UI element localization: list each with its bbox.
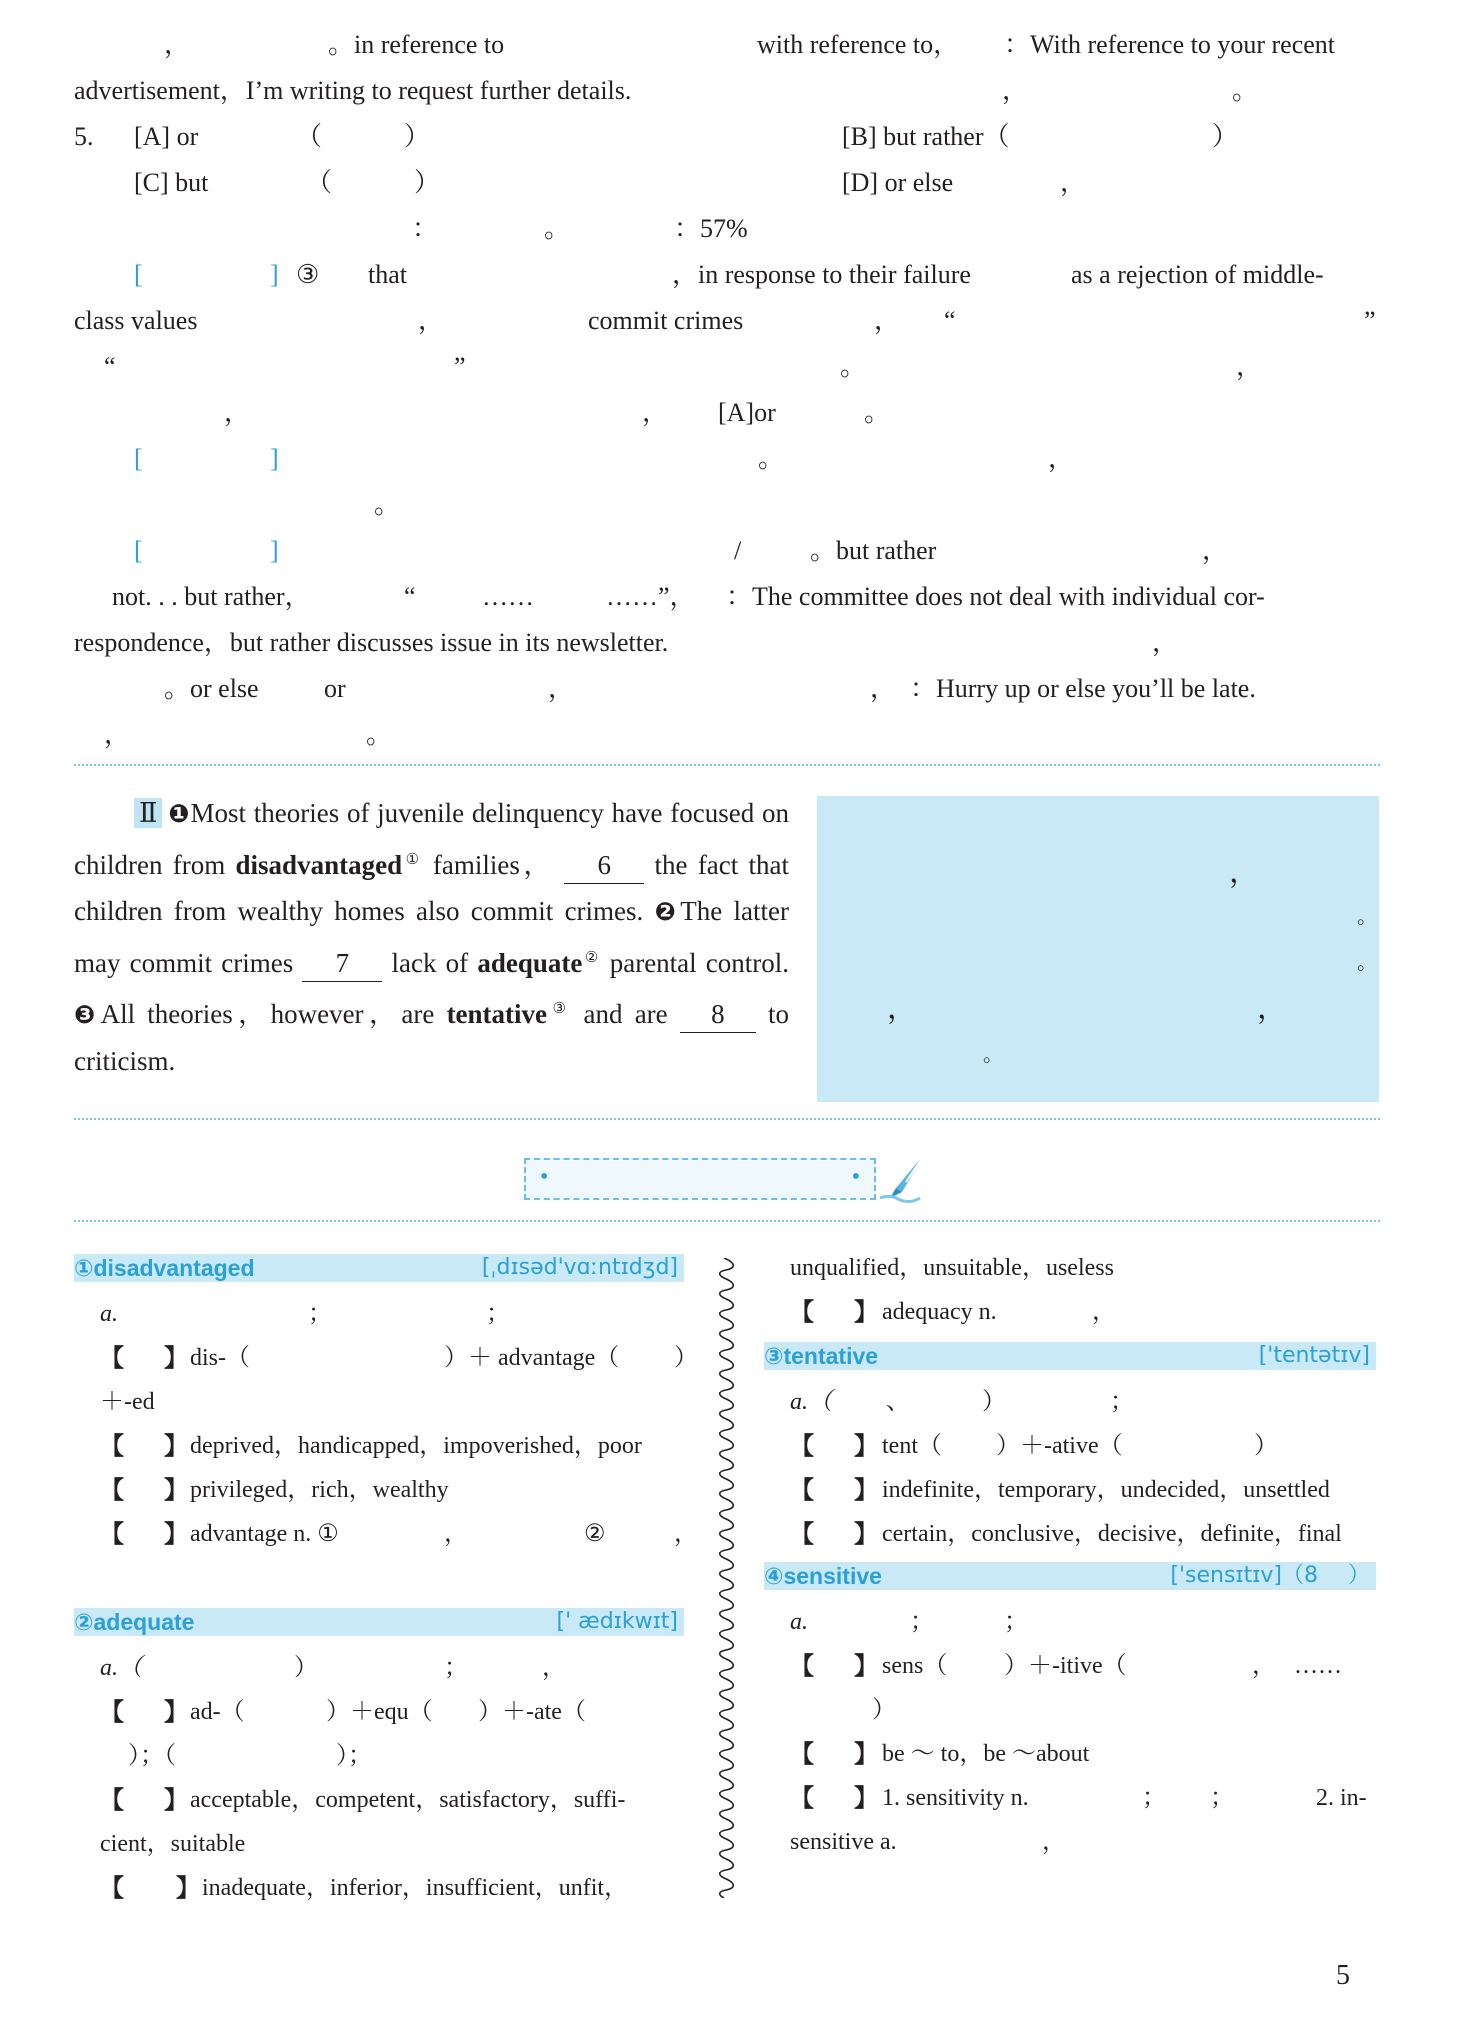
text-fragment: not. . . but rather， xyxy=(112,582,311,611)
answer-blank[interactable]: 7 xyxy=(302,945,382,982)
sentence-number: ❷ xyxy=(654,897,681,926)
vocab-word: disadvantaged xyxy=(235,850,403,880)
text-fragment: ， xyxy=(1202,536,1229,565)
text-fragment: ， xyxy=(870,674,897,703)
punctuation: ） xyxy=(1347,1563,1370,1588)
punctuation: ； xyxy=(1142,1785,1166,1811)
word-formation: ）＋-ate（ xyxy=(478,1699,586,1725)
sentence-number: ❸ xyxy=(74,1000,101,1029)
bracket-open: 【 xyxy=(100,1344,124,1372)
text-fragment: ……”， xyxy=(606,582,696,611)
text-fragment: [A]or xyxy=(718,398,776,427)
word-formation: ）；（ xyxy=(128,1743,176,1769)
punctuation: ， xyxy=(444,1521,468,1547)
text-fragment: as a rejection of middle- xyxy=(1071,260,1324,289)
vocab-headword: ②adequate xyxy=(74,1609,195,1635)
text-fragment: ：With reference to your recent xyxy=(1004,30,1336,59)
derivative: advantage n. ① xyxy=(190,1521,339,1547)
bracket-close: ] xyxy=(270,444,279,473)
phonetic: [ˌdɪsəd'vɑːntɪdʒd] xyxy=(481,1255,678,1280)
option-label: [D] or else xyxy=(842,168,954,197)
part-of-speech: a.（ xyxy=(790,1389,832,1415)
bracket-open: 【 xyxy=(100,1520,124,1548)
bracket-close: ] xyxy=(270,260,279,289)
bracket-close: 】 xyxy=(164,1344,188,1372)
sentence-text: All theories，however，are xyxy=(100,999,435,1029)
word-formation: ）； xyxy=(336,1743,372,1769)
text-fragment: 。 xyxy=(374,490,401,519)
punctuation: ， xyxy=(887,992,917,1025)
text-fragment: ， xyxy=(548,674,575,703)
passage-paragraph xyxy=(74,790,789,1084)
sentence-text: parental control. xyxy=(609,948,790,978)
word-formation: tent（ xyxy=(882,1433,942,1459)
bracket-close: 】 xyxy=(854,1298,878,1326)
sentence-text: The latter may commit crimes xyxy=(74,896,790,978)
pen-icon xyxy=(876,1148,934,1204)
punctuation: ， xyxy=(1257,992,1287,1025)
punctuation: ， xyxy=(1092,1299,1116,1325)
vocab-headword: ③tentative xyxy=(764,1343,879,1369)
word-formation: ＋-ed xyxy=(100,1389,155,1415)
punctuation: ； xyxy=(486,1301,510,1327)
text-fragment: / xyxy=(734,536,742,565)
phonetic-text: ['sensɪtɪv]（8 xyxy=(1170,1563,1318,1588)
vocab-header-disadvantaged xyxy=(74,1254,684,1282)
punctuation: ； xyxy=(1004,1609,1028,1635)
punctuation: ， xyxy=(674,1521,698,1547)
bracket-close: 】 xyxy=(854,1432,878,1460)
text-fragment: ：The committee does not deal with individual cor- xyxy=(726,582,1265,611)
bracket-open: 【 xyxy=(100,1432,124,1460)
text-fragment: “ xyxy=(944,306,956,335)
text-fragment: ， xyxy=(1002,76,1029,105)
vocab-headword: ④sensitive xyxy=(764,1563,882,1589)
divider xyxy=(74,764,1380,766)
text-fragment: 。 xyxy=(544,214,571,243)
text-fragment: ” xyxy=(454,352,466,381)
bracket-close: 】 xyxy=(164,1520,188,1548)
word-formation: ）＋ advantage（ xyxy=(444,1345,620,1371)
option-label: [A] or xyxy=(134,122,199,151)
text-fragment: ） xyxy=(404,122,431,151)
text-fragment: ） xyxy=(1212,122,1239,151)
punctuation: ， xyxy=(542,1655,566,1681)
antonyms: unqualified，unsuitable，useless xyxy=(790,1255,1114,1281)
punctuation: ； xyxy=(910,1609,934,1635)
text-fragment: 。 xyxy=(1232,76,1259,105)
text-fragment: ， xyxy=(164,30,191,59)
phonetic xyxy=(1170,1562,1370,1590)
word-formation: sens（ xyxy=(882,1653,948,1679)
bracket-close: 】 xyxy=(176,1874,200,1902)
bracket-close: ] xyxy=(270,536,279,565)
bracket-open: 【 xyxy=(100,1476,124,1504)
text-fragment: ， xyxy=(1060,168,1087,197)
bracket-close: 】 xyxy=(854,1740,878,1768)
vocab-header-adequate xyxy=(74,1608,684,1636)
divider xyxy=(74,1118,1380,1120)
text-fragment: ） xyxy=(414,168,441,197)
vocab-entry-adequate-cont xyxy=(768,1246,1384,1334)
page-number: 5 xyxy=(1336,1960,1350,1991)
bracket-close: 】 xyxy=(854,1652,878,1680)
banner-dot: • xyxy=(540,1164,549,1190)
vocab-headword: ①disadvantaged xyxy=(74,1255,255,1281)
text-fragment: ：57% xyxy=(674,214,748,243)
vocab-word: tentative xyxy=(446,999,548,1029)
punctuation: ） xyxy=(982,1389,1006,1415)
vocab-entry-disadvantaged xyxy=(74,1292,698,1556)
text-fragment: ， xyxy=(418,306,445,335)
punctuation: ， xyxy=(1229,856,1259,889)
bracket-open: 【 xyxy=(790,1298,814,1326)
bracket-open: 【 xyxy=(790,1740,814,1768)
bracket-close: 】 xyxy=(854,1520,878,1548)
synonyms: deprived，handicapped，impoverished，poor xyxy=(190,1433,642,1459)
synonyms: indefinite，temporary，undecided，unsettled xyxy=(882,1477,1330,1503)
bracket-close: 】 xyxy=(164,1698,188,1726)
collocation: be ～ to，be ～about xyxy=(882,1741,1090,1767)
word-formation: dis-（ xyxy=(190,1345,250,1371)
bracket-close: 】 xyxy=(164,1432,188,1460)
bracket-open: [ xyxy=(134,444,143,473)
word-formation: ） xyxy=(674,1345,698,1371)
antonyms: inadequate，inferior，insufficient，unfit， xyxy=(202,1875,629,1901)
sentence-text: lack of xyxy=(391,948,469,978)
bracket-open: 【 xyxy=(790,1432,814,1460)
footnote-marker: ③ xyxy=(547,1001,572,1017)
phonetic: ['tentətɪv] xyxy=(1258,1343,1370,1368)
text-fragment: respondence，but rather discusses issue in its newsletter. xyxy=(74,628,669,657)
punctuation: …… xyxy=(1294,1653,1342,1679)
answer-blank[interactable]: 8 xyxy=(680,996,756,1033)
text-fragment: or xyxy=(324,674,346,703)
text-fragment: “ xyxy=(404,582,416,611)
sentence-text: and are xyxy=(583,999,668,1029)
punctuation: 、 xyxy=(886,1389,910,1415)
derivative: sensitive a. xyxy=(790,1829,897,1855)
synonyms: acceptable，competent，satisfactory，suffi- xyxy=(190,1787,626,1813)
text-fragment: ③ xyxy=(296,260,320,289)
text-fragment: “ xyxy=(104,352,116,381)
divider xyxy=(74,1220,1380,1222)
antonyms: certain，conclusive，decisive，definite，final xyxy=(882,1521,1342,1547)
section-banner xyxy=(524,1158,876,1200)
punctuation: 。 xyxy=(1357,906,1377,928)
punctuation: ， xyxy=(1252,1653,1276,1679)
banner-dot: • xyxy=(851,1164,860,1190)
sentence-text: the fact that children from wealthy homes also commit crimes. xyxy=(74,850,790,926)
column-separator xyxy=(718,1258,740,1898)
text-fragment: ， xyxy=(642,398,669,427)
text-fragment: 。or else xyxy=(164,674,259,703)
punctuation: ② xyxy=(584,1521,606,1547)
word-formation: ） xyxy=(872,1697,896,1723)
footnote-marker: ② xyxy=(582,950,601,966)
text-fragment: ： xyxy=(412,214,439,243)
text-fragment: …… xyxy=(482,582,534,611)
text-fragment: （ xyxy=(296,122,323,151)
text-fragment: ， xyxy=(104,720,131,749)
bracket-open: [ xyxy=(134,260,143,289)
part-of-speech: a. xyxy=(100,1301,118,1327)
synonyms: cient，suitable xyxy=(100,1831,246,1857)
text-fragment: 。 xyxy=(864,398,891,427)
punctuation: ； xyxy=(1110,1389,1134,1415)
phonetic: [' ædɪkwɪt] xyxy=(556,1609,678,1634)
text-fragment: ：Hurry up or else you’ll be late. xyxy=(910,674,1256,703)
part-of-speech: a.（ xyxy=(100,1655,142,1681)
derivative: 1. sensitivity n. xyxy=(882,1785,1029,1811)
word-formation: ）＋-ative（ xyxy=(996,1433,1123,1459)
word-formation: ）＋-itive（ xyxy=(1004,1653,1127,1679)
sentence-text: to criticism. xyxy=(74,999,790,1076)
vocab-entry-tentative xyxy=(768,1380,1384,1556)
bracket-open: 【 xyxy=(790,1784,814,1812)
text-fragment: advertisement，I’m writing to request further details. xyxy=(74,76,632,105)
text-fragment: 。 xyxy=(840,352,867,381)
punctuation: ） xyxy=(294,1655,318,1681)
word-formation: ad-（ xyxy=(190,1699,245,1725)
bracket-open: 【 xyxy=(100,1786,124,1814)
text-fragment: ， xyxy=(1152,628,1179,657)
bracket-open: 【 xyxy=(790,1476,814,1504)
word-formation: ） xyxy=(1254,1433,1278,1459)
bracket-close: 】 xyxy=(164,1786,188,1814)
text-fragment: class values xyxy=(74,306,198,335)
text-fragment: ， xyxy=(1048,444,1075,473)
option-label: [B] but rather（ xyxy=(842,122,1010,151)
text-fragment: ， xyxy=(224,398,251,427)
bracket-close: 】 xyxy=(854,1476,878,1504)
question-number: 5. xyxy=(74,122,94,151)
bracket-close: 】 xyxy=(854,1784,878,1812)
punctuation: ； xyxy=(308,1301,332,1327)
bracket-close: 】 xyxy=(164,1476,188,1504)
text-fragment: commit crimes xyxy=(588,306,744,335)
punctuation: 。 xyxy=(983,1044,1003,1066)
derivative: 2. in- xyxy=(1316,1785,1367,1811)
part-of-speech: a. xyxy=(790,1609,808,1635)
vocab-entry-adequate xyxy=(74,1646,690,1910)
text-fragment: 。 xyxy=(366,720,393,749)
sentence-text: families， xyxy=(432,850,554,880)
text-fragment: ， xyxy=(1236,352,1263,381)
answer-blank[interactable]: 6 xyxy=(564,847,644,884)
text-fragment: ，in response to their failure xyxy=(672,260,971,289)
bracket-open: 【 xyxy=(790,1520,814,1548)
text-fragment: with reference to， xyxy=(757,30,960,59)
text-fragment: 。 xyxy=(758,444,785,473)
sentence-number: ❶ xyxy=(168,799,191,828)
bracket-open: [ xyxy=(134,536,143,565)
translation-box xyxy=(817,796,1379,1102)
footnote-marker: ① xyxy=(402,852,423,868)
vocab-entry-sensitive xyxy=(768,1600,1384,1864)
text-fragment: ， xyxy=(874,306,901,335)
bracket-open: 【 xyxy=(790,1652,814,1680)
section-roman-numeral: Ⅱ xyxy=(134,798,162,828)
vocab-header-tentative xyxy=(764,1342,1376,1370)
text-fragment: ” xyxy=(1364,306,1376,335)
vocab-header-sensitive xyxy=(764,1562,1376,1590)
punctuation: ， xyxy=(1042,1829,1066,1855)
antonyms: privileged，rich，wealthy xyxy=(190,1477,449,1503)
text-fragment: （ xyxy=(306,168,333,197)
text-fragment: 。in reference to xyxy=(328,30,505,59)
punctuation: ； xyxy=(444,1655,468,1681)
bracket-open: 【 xyxy=(100,1874,124,1902)
sentence-text: Most theories of juvenile delinquency have focused on children from xyxy=(74,798,789,880)
derivative: adequacy n. xyxy=(882,1299,997,1325)
text-fragment: 。but rather xyxy=(810,536,937,565)
vocab-word: adequate xyxy=(477,948,583,978)
option-label: [C] but xyxy=(134,168,209,197)
bracket-open: 【 xyxy=(100,1698,124,1726)
punctuation: 。 xyxy=(1357,952,1377,974)
text-fragment: that xyxy=(368,260,407,289)
word-formation: ）＋equ（ xyxy=(326,1699,433,1725)
punctuation: ； xyxy=(1210,1785,1234,1811)
